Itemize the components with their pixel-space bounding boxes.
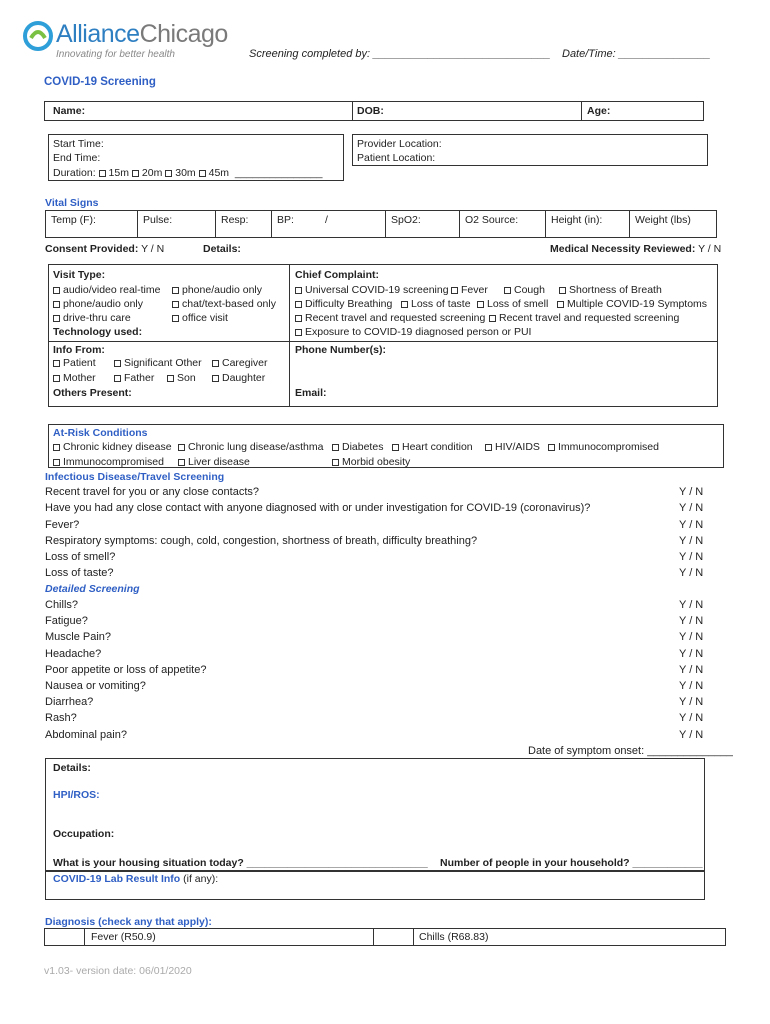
logo-mark-icon [22,20,54,52]
necessity-label: Medical Necessity Reviewed: [550,243,696,255]
cc-exposure-checkbox[interactable] [295,329,302,336]
det-q-5: Poor appetite or loss of appetite? [45,664,207,676]
visit-office-checkbox[interactable] [172,315,179,322]
det-yn-8[interactable]: Y / N [679,712,704,724]
det-yn-7[interactable]: Y / N [679,696,704,708]
infectious-title: Infectious Disease/Travel Screening [45,471,225,483]
info-daughter-checkbox[interactable] [212,375,219,382]
dx-chills-checkbox[interactable] [374,929,412,945]
inf-q-1: Recent travel for you or any close contacts? [45,486,259,498]
logo [22,18,232,66]
visit-type-label: Visit Type: [53,269,106,281]
vitals-title: Vital Signs [45,197,99,209]
risk-heart-checkbox[interactable] [392,444,399,451]
dur-45-checkbox[interactable] [199,170,206,177]
det-yn-9[interactable]: Y / N [679,729,704,741]
visit-chat-checkbox[interactable] [172,301,179,308]
duration-row: Duration: 15m 20m 30m 45m _______________ [53,167,323,179]
info-from-label: Info From: [53,344,105,356]
risk-hiv-checkbox[interactable] [485,444,492,451]
inf-yn-1[interactable]: Y / N [679,486,704,498]
temp-field[interactable]: Temp (F): [51,214,96,226]
consent-details[interactable]: Details: [203,243,241,255]
cc-cough-checkbox[interactable] [504,287,511,294]
brand-chicago: Chicago [139,20,228,48]
details-box [45,758,705,871]
dx-fever-label: Fever (R50.9) [91,931,156,943]
consent-label: Consent Provided: [45,243,139,255]
det-q-3: Muscle Pain? [45,631,112,643]
housing-label[interactable]: What is your housing situation today? _______________________________ [53,857,428,869]
lab-label: COVID-19 Lab Result Info [53,873,181,885]
det-yn-1[interactable]: Y / N [679,599,704,611]
inf-yn-4[interactable]: Y / N [679,535,704,547]
tagline: Innovating for better health [56,49,175,60]
cc-taste-checkbox[interactable] [401,301,408,308]
dx-chills-label: Chills (R68.83) [419,931,489,943]
risk-diabetes-checkbox[interactable] [332,444,339,451]
visit-phone-checkbox[interactable] [172,287,179,294]
resp-field[interactable]: Resp: [221,214,249,226]
pulse-field[interactable]: Pulse: [143,214,173,226]
end-time[interactable]: End Time: [53,152,101,164]
info-son-checkbox[interactable] [167,375,174,382]
info-father-checkbox[interactable] [114,375,121,382]
info-sigother-checkbox[interactable] [114,360,121,367]
details-label[interactable]: Details: [53,762,91,774]
risk-immuno-checkbox[interactable] [548,444,555,451]
inf-q-6: Loss of taste? [45,567,114,579]
inf-q-2: Have you had any close contact with anyone diagnosed with or under investigation for COVID-19 (coronavirus)? [45,502,591,514]
provider-location[interactable]: Provider Location: [357,138,442,150]
brand-alliance: Alliance [56,20,140,48]
name-field[interactable]: Name: [53,105,86,117]
cc-fever-checkbox[interactable] [451,287,458,294]
date-time: Date/Time: _______________ [562,48,711,60]
risk-liver-checkbox[interactable] [178,459,185,466]
cc-sob-checkbox[interactable] [559,287,566,294]
info-patient-checkbox[interactable] [53,360,60,367]
info-mother-checkbox[interactable] [53,375,60,382]
dx-fever-checkbox[interactable] [45,929,83,945]
screening-completed-by: Screening completed by: _____________________________ [249,48,551,60]
det-q-2: Fatigue? [45,615,88,627]
dur-30-checkbox[interactable] [165,170,172,177]
chief-complaint-label: Chief Complaint: [295,269,379,281]
lab-suffix: (if any): [183,873,219,885]
dob-field[interactable]: DOB: [357,105,384,117]
risk-lung-checkbox[interactable] [178,444,185,451]
version-footer: v1.03- version date: 06/01/2020 [44,965,192,977]
risk-obesity-checkbox[interactable] [332,459,339,466]
inf-yn-3[interactable]: Y / N [679,519,704,531]
email-field[interactable]: Email: [295,387,327,399]
technology-used[interactable]: Technology used: [53,326,143,338]
det-q-1: Chills? [45,599,79,611]
necessity-row [550,243,721,255]
det-q-7: Diarrhea? [45,696,94,708]
age-field[interactable]: Age: [587,105,611,117]
o2-source-field[interactable]: O2 Source: [465,214,519,226]
spo2-field[interactable]: SpO2: [391,214,421,226]
necessity-yn[interactable]: Y / N [698,243,722,255]
diagnosis-title: Diagnosis (check any that apply): [45,916,212,928]
inf-yn-6[interactable]: Y / N [679,567,704,579]
symptom-onset[interactable]: Date of symptom onset: ______________ [528,745,733,757]
visit-drive-checkbox[interactable] [53,315,60,322]
phone-numbers[interactable]: Phone Number(s): [295,344,387,356]
inf-q-5: Loss of smell? [45,551,116,563]
det-q-9: Abdominal pain? [45,729,127,741]
info-caregiver-checkbox[interactable] [212,360,219,367]
household-label[interactable]: Number of people in your household? ____________ [440,857,703,869]
risk-kidney-checkbox[interactable] [53,444,60,451]
cc-universal-checkbox[interactable] [295,287,302,294]
start-time[interactable]: Start Time: [53,138,104,150]
det-q-6: Nausea or vomiting? [45,680,146,692]
consent-row [45,243,164,255]
cc-smell-checkbox[interactable] [477,301,484,308]
det-yn-6[interactable]: Y / N [679,680,704,692]
bp-slash: / [325,214,328,226]
det-yn-5[interactable]: Y / N [679,664,704,676]
cc-travel-checkbox[interactable] [295,315,302,322]
det-yn-4[interactable]: Y / N [679,648,704,660]
risk-immuno2-checkbox[interactable] [53,459,60,466]
occupation-label[interactable]: Occupation: [53,828,115,840]
det-yn-3[interactable]: Y / N [679,631,704,643]
det-q-4: Headache? [45,648,102,660]
inf-yn-2[interactable]: Y / N [679,502,704,514]
height-field[interactable]: Height (in): [551,214,603,226]
cc-travel2-checkbox[interactable] [489,315,496,322]
bp-field[interactable]: BP: [277,214,294,226]
dur-15-checkbox[interactable] [99,170,106,177]
det-yn-2[interactable]: Y / N [679,615,704,627]
page-title: COVID-19 Screening [44,76,156,88]
patient-location[interactable]: Patient Location: [357,152,436,164]
visit-av-checkbox[interactable] [53,287,60,294]
weight-field[interactable]: Weight (lbs) [635,214,691,226]
hpi-label[interactable]: HPI/ROS: [53,789,100,801]
lab-row[interactable] [53,873,218,885]
cc-diff-breathing-checkbox[interactable] [295,301,302,308]
inf-q-3: Fever? [45,519,80,531]
inf-yn-5[interactable]: Y / N [679,551,704,563]
dur-20-checkbox[interactable] [132,170,139,177]
others-present[interactable]: Others Present: [53,387,132,399]
at-risk-title: At-Risk Conditions [53,427,148,439]
consent-yn[interactable]: Y / N [141,243,165,255]
inf-q-4: Respiratory symptoms: cough, cold, congestion, shortness of breath, difficulty breathing? [45,535,478,547]
det-q-8: Rash? [45,712,77,724]
cc-multiple-checkbox[interactable] [557,301,564,308]
detailed-title: Detailed Screening [45,583,140,595]
visit-phone2-checkbox[interactable] [53,301,60,308]
